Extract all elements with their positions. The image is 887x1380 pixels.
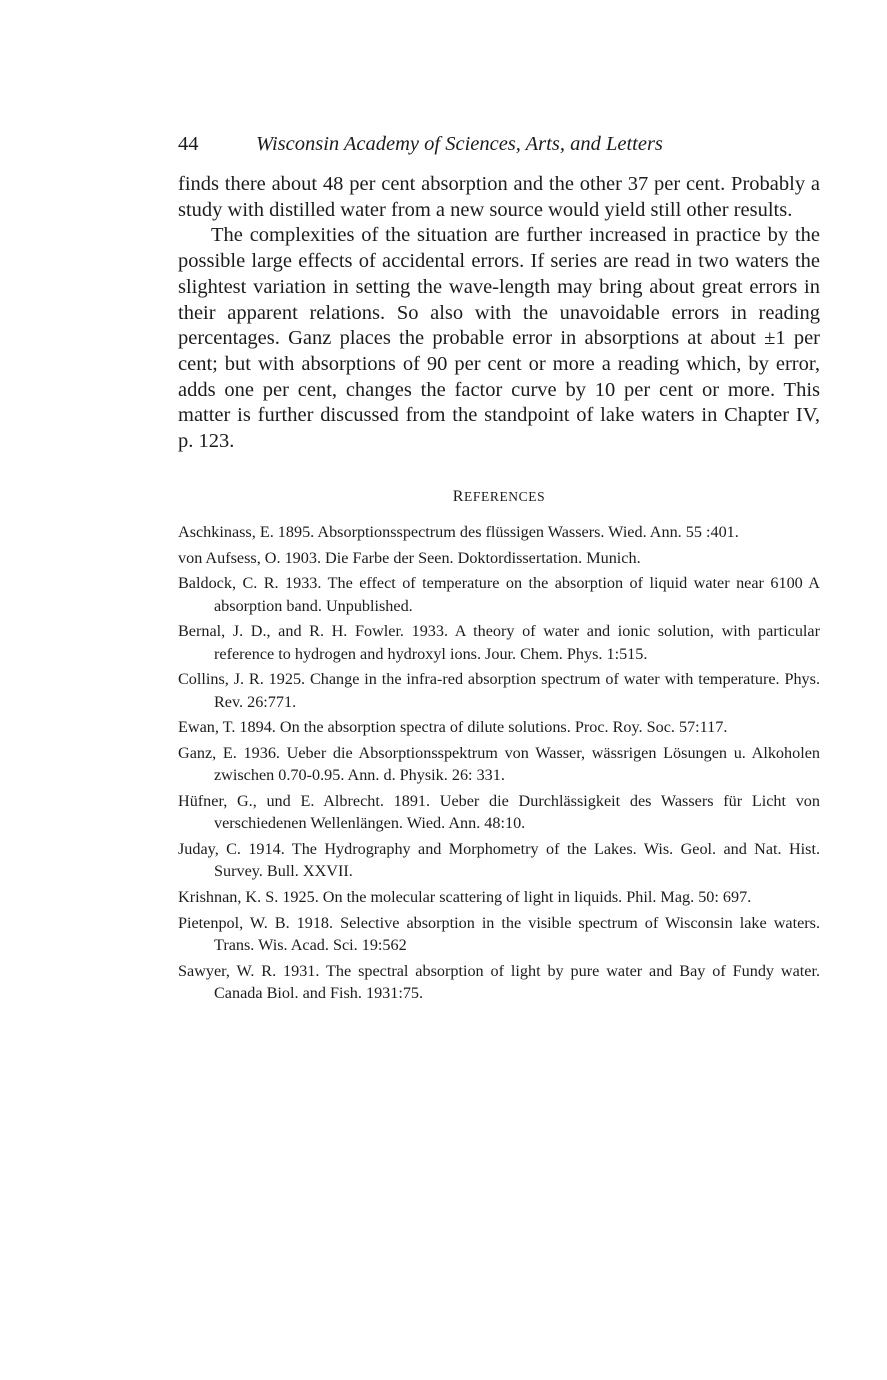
page-number: 44	[178, 133, 199, 155]
reference-item: Aschkinass, E. 1895. Absorptionsspectrum des flüssigen Wassers. Wied. Ann. 55 :401.	[178, 522, 739, 541]
reference-item: Bernal, J. D., and R. H. Fowler. 1933. A theory of water and ionic solution, with particular reference to hydrogen and hydroxyl ions. Jour. Chem. Phys. 1:515.	[178, 622, 820, 663]
reference-item: Krishnan, K. S. 1925. On the molecular scattering of light in liquids. Phil. Mag. 50: 697.	[178, 888, 752, 907]
body-text	[178, 172, 820, 455]
references-heading-rest: EFERENCES	[464, 488, 546, 504]
paragraph-continuation: finds there about 48 per cent absorption and the other 37 per cent. Probably a study with distilled water from a new source would yield still other results.	[178, 173, 820, 221]
reference-item: Ewan, T. 1894. On the absorption spectra of dilute solutions. Proc. Roy. Soc. 57:117.	[178, 718, 728, 737]
reference-list	[178, 521, 820, 1005]
reference-item: Pietenpol, W. B. 1918. Selective absorption in the visible spectrum of Wisconsin lake waters. Trans. Wis. Acad. Sci. 19:562	[178, 913, 820, 955]
paragraph-complexities: The complexities of the situation are further increased in practice by the possible large effects of accidental errors. If series are read in two waters the slightest variation in setting the wave-length may bring about great errors in their apparent relations. So also with the unavoidable errors in reading percentages. Ganz places the probable error in absorptions at about ±1 per cent; but with absorptions of 90 per cent or more a reading which, by error, adds one per cent, changes the factor curve by 10 per cent or more. This matter is further discussed from the standpoint of lake waters in Chapter IV, p. 123.	[178, 224, 820, 453]
reference-item: von Aufsess, O. 1903. Die Farbe der Seen. Doktordissertation. Munich.	[178, 548, 641, 567]
page	[178, 130, 820, 1008]
reference-item: Baldock, C. R. 1933. The effect of temperature on the absorption of liquid water near 6100 A absorption band. Unpublished.	[178, 574, 820, 615]
reference-item: Ganz, E. 1936. Ueber die Absorptionsspektrum von Wasser, wässrigen Lösungen u. Alkoholen zwischen 0.70-0.95. Ann. d. Physik. 26: 331.	[178, 744, 820, 785]
reference-item: Collins, J. R. 1925. Change in the infra-red absorption spectrum of water with temperature. Phys. Rev. 26:771.	[178, 670, 820, 711]
running-head	[178, 130, 820, 158]
reference-item: Hüfner, G., und E. Albrecht. 1891. Ueber die Durchlässigkeit des Wassers für Licht von verschiedenen Wellenlängen. Wied. Ann. 48:10.	[178, 792, 820, 833]
reference-item: Sawyer, W. R. 1931. The spectral absorption of light by pure water and Bay of Fundy water. Canada Biol. and Fish. 1931:75.	[178, 961, 820, 1003]
references-heading-initial: R	[452, 487, 465, 505]
references-heading	[178, 487, 820, 507]
journal-title: Wisconsin Academy of Sciences, Arts, and Letters	[256, 133, 663, 155]
reference-item: Juday, C. 1914. The Hydrography and Morphometry of the Lakes. Wis. Geol. and Nat. Hist. Survey. Bull. XXVII.	[178, 840, 820, 881]
